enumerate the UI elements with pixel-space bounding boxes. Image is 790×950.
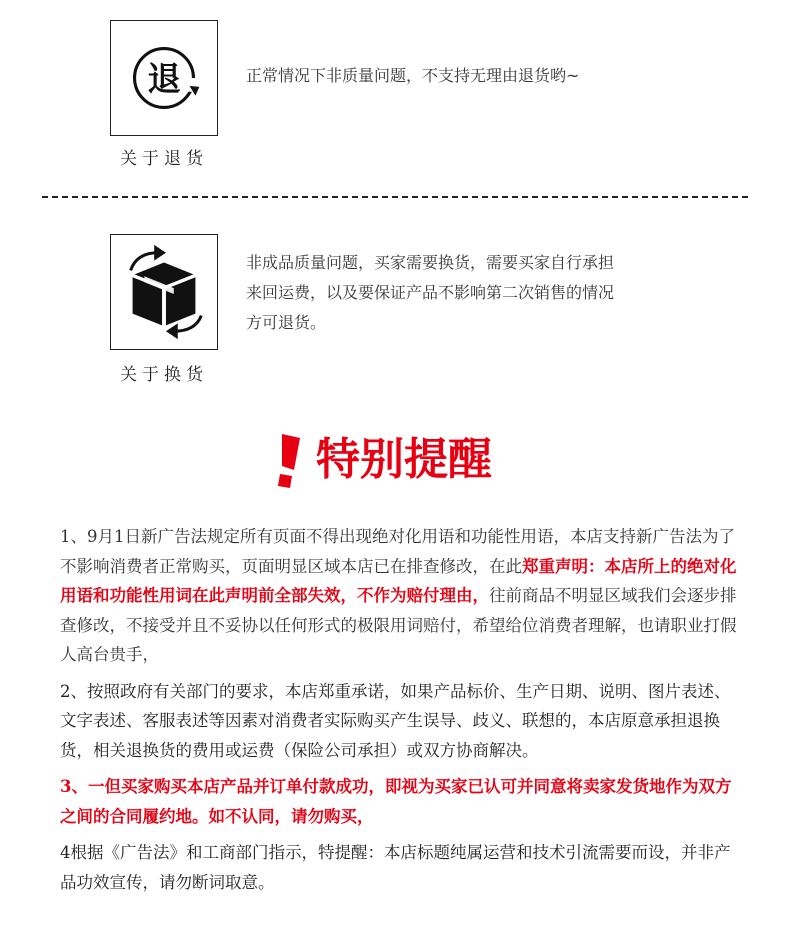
box-exchange-arrows-icon: [111, 235, 217, 349]
return-glyph: 退: [147, 59, 181, 99]
note-1-intro: 1、9月1日新广告法规定所有页面不得出现绝对化用语和功能性用语，本店支持新广告法为了不影响消费者正常购买，页面明显区域本店已在排查修改，在此: [60, 527, 735, 576]
note-1-tail: 往前商品不明显区域我们会逐步排查修改，不接受并且不妥协以任何形式的极限用词赔付，希望给位消费者理解，也请职业打假人高台贵手，: [60, 586, 737, 664]
exchange-caption: 关于换货: [120, 365, 208, 385]
return-icon-box: [110, 20, 218, 136]
note-3: 3、一但买家购买本店产品并订单付款成功，即视为买家已认可并同意将卖家发货地作为双方之间的合同履约地。如不认同，请勿购买，: [60, 777, 732, 826]
exchange-icon-box: [110, 234, 218, 350]
exclamation-icon: [270, 432, 308, 488]
exchange-line-2: 来回运费，以及要保证产品不影响第二次销售的情况: [246, 283, 615, 302]
reminder-title-text: 特别提醒: [316, 434, 492, 485]
return-policy-text: 正常情况下非质量问题，不支持无理由退货哟~: [246, 66, 580, 85]
return-caption: 关于退货: [120, 149, 208, 169]
note-1-declaration: 郑重声明：本店所上的绝对化用语和功能性用词在此声明前全部失效，不作为赔付理由，: [60, 556, 737, 605]
exchange-line-3: 方可退货。: [246, 313, 327, 332]
note-2: 2、按照政府有关部门的要求，本店郑重承诺，如果产品标价、生产日期、说明、图片表述、文字表述、客服表述等因素对消费者实际购买产生误导、歧义、联想的，本店原意承担退换货，相关退换货的费用或运费（保险公司承担）或双方协商解决。: [60, 681, 731, 760]
exchange-policy-text: [246, 248, 614, 338]
exchange-line-1: 非成品质量问题，买家需要换货，需要买家自行承担: [246, 253, 615, 272]
note-1: [60, 522, 740, 670]
note-4: 4根据《广告法》和工商部门指示，特提醒：本店标题纯属运营和技术引流需要而设，并非产品功效宣传，请勿断词取意。: [60, 843, 731, 892]
return-circle-icon: [111, 21, 217, 135]
dashed-divider: [42, 196, 748, 198]
notes-section: [60, 522, 740, 904]
